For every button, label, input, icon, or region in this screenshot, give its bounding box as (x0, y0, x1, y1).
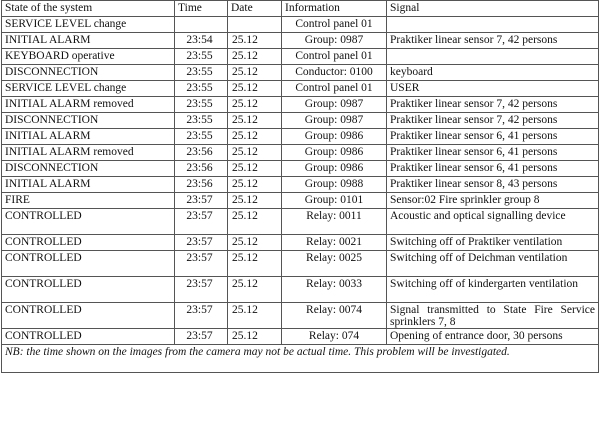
cell-information: Group: 0988 (282, 177, 387, 193)
cell-signal: Switching off of kindergarten ventilation (387, 277, 599, 303)
table-row (2, 329, 599, 345)
cell-time: 23:57 (175, 209, 228, 235)
cell-time: 23:55 (175, 129, 228, 145)
cell-state: SERVICE LEVEL change (2, 81, 175, 97)
header-information: Information (282, 1, 387, 17)
header-state: State of the system (2, 1, 175, 17)
cell-date: 25.12 (228, 193, 282, 209)
cell-date: 25.12 (228, 49, 282, 65)
cell-signal: USER (387, 81, 599, 97)
cell-state: INITIAL ALARM (2, 177, 175, 193)
cell-state: SERVICE LEVEL change (2, 17, 175, 33)
cell-time: 23:56 (175, 145, 228, 161)
table-row (2, 129, 599, 145)
cell-time: 23:55 (175, 49, 228, 65)
cell-date: 25.12 (228, 145, 282, 161)
cell-information: Group: 0986 (282, 161, 387, 177)
cell-information: Relay: 0011 (282, 209, 387, 235)
cell-state: CONTROLLED (2, 235, 175, 251)
cell-signal: Sensor:02 Fire sprinkler group 8 (387, 193, 599, 209)
cell-state: CONTROLLED (2, 329, 175, 345)
table-row (2, 17, 599, 33)
cell-date: 25.12 (228, 329, 282, 345)
cell-information: Group: 0987 (282, 113, 387, 129)
cell-time (175, 17, 228, 33)
cell-information: Group: 0986 (282, 145, 387, 161)
cell-signal: keyboard (387, 65, 599, 81)
event-log-table-container (1, 0, 598, 373)
table-row (2, 33, 599, 49)
cell-state: INITIAL ALARM (2, 33, 175, 49)
cell-time: 23:57 (175, 251, 228, 277)
cell-state: CONTROLLED (2, 209, 175, 235)
table-row (2, 161, 599, 177)
cell-date: 25.12 (228, 177, 282, 193)
cell-signal: Praktiker linear sensor 6, 41 persons (387, 161, 599, 177)
cell-time: 23:57 (175, 235, 228, 251)
cell-time: 23:54 (175, 33, 228, 49)
cell-signal: Switching off of Praktiker ventilation (387, 235, 599, 251)
cell-signal: Praktiker linear sensor 6, 41 persons (387, 145, 599, 161)
cell-signal: Praktiker linear sensor 6, 41 persons (387, 129, 599, 145)
cell-date: 25.12 (228, 81, 282, 97)
table-row (2, 145, 599, 161)
header-signal: Signal (387, 1, 599, 17)
cell-information: Relay: 0025 (282, 251, 387, 277)
cell-date (228, 17, 282, 33)
cell-date: 25.12 (228, 251, 282, 277)
cell-state: CONTROLLED (2, 277, 175, 303)
cell-signal: Praktiker linear sensor 7, 42 persons (387, 33, 599, 49)
cell-signal: Opening of entrance door, 30 persons (387, 329, 599, 345)
cell-time: 23:57 (175, 329, 228, 345)
cell-date: 25.12 (228, 303, 282, 329)
table-row (2, 193, 599, 209)
system-event-log-table (1, 0, 599, 373)
table-row (2, 113, 599, 129)
table-row (2, 251, 599, 277)
cell-information: Group: 0987 (282, 33, 387, 49)
table-row (2, 65, 599, 81)
header-time: Time (175, 1, 228, 17)
cell-signal: Praktiker linear sensor 7, 42 persons (387, 113, 599, 129)
cell-time: 23:56 (175, 161, 228, 177)
cell-time: 23:57 (175, 193, 228, 209)
cell-information: Group: 0987 (282, 97, 387, 113)
cell-time: 23:55 (175, 97, 228, 113)
table-body (2, 17, 599, 345)
cell-time: 23:55 (175, 81, 228, 97)
cell-time: 23:55 (175, 65, 228, 81)
cell-information: Relay: 0074 (282, 303, 387, 329)
table-row (2, 49, 599, 65)
cell-information: Control panel 01 (282, 49, 387, 65)
cell-date: 25.12 (228, 113, 282, 129)
cell-time: 23:57 (175, 303, 228, 329)
cell-date: 25.12 (228, 33, 282, 49)
table-row (2, 177, 599, 193)
cell-date: 25.12 (228, 235, 282, 251)
cell-date: 25.12 (228, 129, 282, 145)
table-header-row (2, 1, 599, 17)
cell-state: CONTROLLED (2, 251, 175, 277)
cell-time: 23:56 (175, 177, 228, 193)
table-row (2, 277, 599, 303)
cell-date: 25.12 (228, 97, 282, 113)
cell-state: DISCONNECTION (2, 113, 175, 129)
cell-information: Conductor: 0100 (282, 65, 387, 81)
cell-signal: Praktiker linear sensor 8, 43 persons (387, 177, 599, 193)
cell-date: 25.12 (228, 161, 282, 177)
cell-signal (387, 17, 599, 33)
cell-information: Group: 0101 (282, 193, 387, 209)
cell-date: 25.12 (228, 277, 282, 303)
cell-time: 23:57 (175, 277, 228, 303)
table-row (2, 81, 599, 97)
table-note: NB: the time shown on the images from the camera may not be actual time. This problem will be investigated. (2, 345, 599, 373)
cell-state: CONTROLLED (2, 303, 175, 329)
cell-state: INITIAL ALARM removed (2, 97, 175, 113)
cell-state: KEYBOARD operative (2, 49, 175, 65)
cell-state: FIRE (2, 193, 175, 209)
cell-state: INITIAL ALARM removed (2, 145, 175, 161)
cell-signal: Praktiker linear sensor 7, 42 persons (387, 97, 599, 113)
cell-information: Group: 0986 (282, 129, 387, 145)
cell-date: 25.12 (228, 65, 282, 81)
cell-information: Relay: 0021 (282, 235, 387, 251)
table-row (2, 303, 599, 329)
header-date: Date (228, 1, 282, 17)
note-row (2, 345, 599, 373)
cell-information: Relay: 074 (282, 329, 387, 345)
cell-state: DISCONNECTION (2, 161, 175, 177)
cell-signal: Acoustic and optical signalling device (387, 209, 599, 235)
cell-time: 23:55 (175, 113, 228, 129)
cell-state: INITIAL ALARM (2, 129, 175, 145)
cell-signal (387, 49, 599, 65)
cell-state: DISCONNECTION (2, 65, 175, 81)
cell-date: 25.12 (228, 209, 282, 235)
cell-information: Control panel 01 (282, 81, 387, 97)
cell-signal: Signal transmitted to State Fire Service sprinklers 7, 8 (387, 303, 599, 329)
cell-information: Relay: 0033 (282, 277, 387, 303)
table-row (2, 209, 599, 235)
table-row (2, 235, 599, 251)
cell-signal: Switching off of Deichman ventilation (387, 251, 599, 277)
table-row (2, 97, 599, 113)
cell-information: Control panel 01 (282, 17, 387, 33)
